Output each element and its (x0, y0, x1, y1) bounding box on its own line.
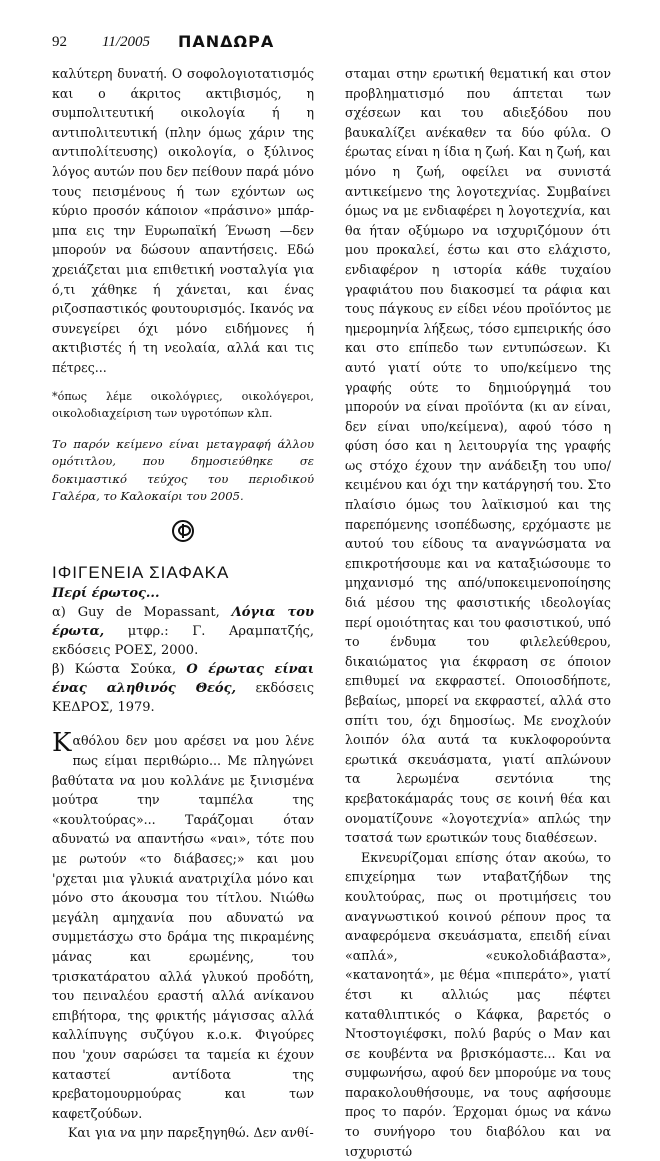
right-paragraph-2: Εκνευρίζομαι επίσης όταν ακούω, το επιχείρημα των νταβατζήδων της κουλτούρας, πως οι προτιμήσεις του αναγνωστικού κοινού ρέπουν προς τα αναφερόμενα σκευάσματα, επειδή είναι «απλά», «ευκολοδιάβαστα», «κατανοητά», με θέμα «πιπεράτο», γιατί έτσι κι αλλιώς μας πέφτει καταθλιπτικός ο Κάφκα, βαρετός ο Ντοστογιέφσκι, πολύ βαρύς ο Μαν και σε κουβέντα να βρισκόμαστε... Και να συμφωνήσω, αφού δεν μπορούμε να τους παρακολουθήσουμε, να τους αφήσουμε προς το παρόν. Έρχομαι όμως να κάνω το συνήγορο του διαβόλου και να ισχυριστώ (345, 849, 611, 1159)
source-note: Το παρόν κείμενο είναι μεταγραφή άλλου ομότιτλου, που δημοσιεύθηκε σε δοκιμαστικό τεύχος του περιοδικού Γαλέρα, το Καλοκαίρι του 2005. (52, 436, 314, 504)
right-paragraph-1: σταμαι στην ερωτική θεματική και στον προβληματισμό που άπτεται των σχέσεων και του αδιεξόδου που βαυκαλίζει ανέκαθεν τα δύο φύλα. Ο έρωτας είναι η ίδια η ζωή. Και η ζωή, και μόνο η ζωή, οφείλει να συνιστά αντικείμενο της λογοτεχνίας. Συμβαίνει όμως να με ενδιαφέρει η λογοτεχνία, και θα ήταν οξύμωρο να ισχυριζόμουν ότι μου προκαλεί, έστω και στο ελάχιστο, ενδιαφέρον η ιστορία κάθε τυχαίου γραφιάτου που διακοσμεί τα ράφια και τους πάγκους εν είδει νέου προϊόντος με ημερομηνία λήξεως, τόσο εμπειρικής όσο και στο επίπεδο των εντυπώσεων. Κι αυτό γιατί ούτε το υπο/κείμενο της γραφής ούτε το δημιούργημά του μπορούν να είναι προϊόντα (κι αν είναι, δεν είναι υπο/κείμενα), αφού τόσο η φύση όσο και η λειτουργία της γραφής ως στόχο έχουν την ανάδειξη του υπο/κειμένου και όχι την κατάργησή του. Στο πλαίσιο όμως του λαϊκισμού και της παρεπόμενης ισοπέδωσης, ερχόμαστε με αυτού του είδους τα αναγνώσματα να επικροτήσουμε και να καταξιώσουμε το μηχανισμό της από/υποκειμενοποίησης διά μέσου της φασιστικής ιδεολογίας περί ομοιότητας και του φασιστικού, υπό το ένδυμα του φιλελεύθερου, δικαιώματος για έκφραση σε όποιον επιθυμεί να εκφραστεί. Οποιοσδήποτε, βεβαίως, μπορεί να εκφραστεί, αλλά στο σπίτι του, όχι δημοσίως. Με ενοχλούν λοιπόν όλα αυτά τα κυκλοφορούντα ερωτικά σκευάσματα, γιατί απλώνουν τα λερωμένα σεντόνια της κρεβατοκάμαράς τους σε κοινή θέα και ονοματίζουνε «λογοτεχνία» απλώς την τσατσά των ερωτικών τους διαθέσεων. (345, 66, 611, 846)
left-column (52, 64, 314, 1143)
issue-date: 11/2005 (102, 34, 151, 50)
ref-a-details: μτφρ.: Γ. Αραμπατζής, εκδόσεις ΡΟΕΣ, 2000. (52, 624, 314, 659)
intro-paragraph: καλύτερη δυνατή. Ο σοφολογιοτατισμός και ο άκριτος ακτιβισμός, η συμπολιτευτική οικολογία ή η αντιπολιτευτική (πλην όμως χάριν της αντιπολίτευσης) οικολογία, ο ξύλινος λόγος αυτών που δεν πείθουν παρά μόνο τους πεισμένους ή των εχόντων ως κύριο προσόν κάποιον «πράσινο» μπάρ-μπα εις την Ευρωπαϊκή Ένωση —δεν μπορούν να δώσουν απαντήσεις. Εδώ χρειάζεται μια επιθετική νοσταλγία για ό,τι χάθηκε ή χάνεται, και ένας ριζοσπαστικός φουτουρισμός. Ικανός να συνεγείρει όχι μόνο ειδήμονες ή ακτιβιστές ή τη νεολαία, αλλά και τις πέτρες... (52, 66, 314, 375)
section-ornament (52, 520, 314, 548)
book-reference-b (52, 660, 314, 717)
ref-a-author: α) Guy de Mopassant, (52, 605, 232, 621)
body-paragraph-1 (52, 728, 314, 1123)
magazine-logo: ΠΑΝΔΩΡΑ (178, 32, 275, 51)
body-paragraph-1-text: αθόλου δεν μου αρέσει να μου λένε πως είμαι περιθώριο... Με πληγώνει βαθύτατα να μου κολλάνε με ξινισμένα μούτρα την ταμπέλα της «κουλτούρας»... Ταράζομαι όταν αδυνατώ να απαντήσω «ναι», τότε που με ρωτούν «το διάβασες;» και μου 'ρχεται μια γλυκιά ανατριχίλα μόνο και μόνο στο άκουσμα του τίτλου. Νιώθω μεγάλη αμηχανία που αδυνατώ να συμμετάσχω στο δράμα της πικραμένης μάνας και ερωμένης, του τρισκατάρατου αλλά γλυκού προδότη, του πειναλέου εραστή αλλά ανίκανου επιβήτορα, της φρικτής μάγισσας αλλά καλλίπυγης συζύγου κ.ο.κ. Φιγούρες που 'χουν σαρώσει τα ταμεία κι έχουν καταστεί αντίδοτα της κρεβατομουρμούρας και των καφετζούδων. (52, 733, 314, 1121)
ref-a-title: Λόγια του έρωτα, (52, 605, 314, 640)
article-title: Περί έρωτος... (52, 585, 160, 601)
ref-b-details: εκδόσεις ΚΕΔΡΟΣ, 1979. (52, 681, 314, 716)
footnote: *όπως λέμε οικολόγριες, οικολόγεροι, οικολοδιαχείριση των υγροτόπων κλπ. (52, 389, 314, 420)
right-column (345, 64, 611, 1161)
book-reference-a (52, 603, 314, 660)
ornament-icon (172, 520, 194, 542)
article-author: ΙΦΙΓΕΝΕΙΑ ΣΙΑΦΑΚΑ (52, 562, 230, 582)
page-number: 92 (52, 34, 67, 50)
ref-b-author: β) Κώστα Σούκα, (52, 662, 187, 678)
ref-b-title: Ο έρωτας είναι ένας αληθινός Θεός, (52, 662, 314, 697)
body-paragraph-2: Και για να μην παρεξηγηθώ. Δεν ανθί- (68, 1125, 314, 1141)
drop-cap: Κ (52, 728, 72, 759)
page-header (52, 32, 612, 56)
